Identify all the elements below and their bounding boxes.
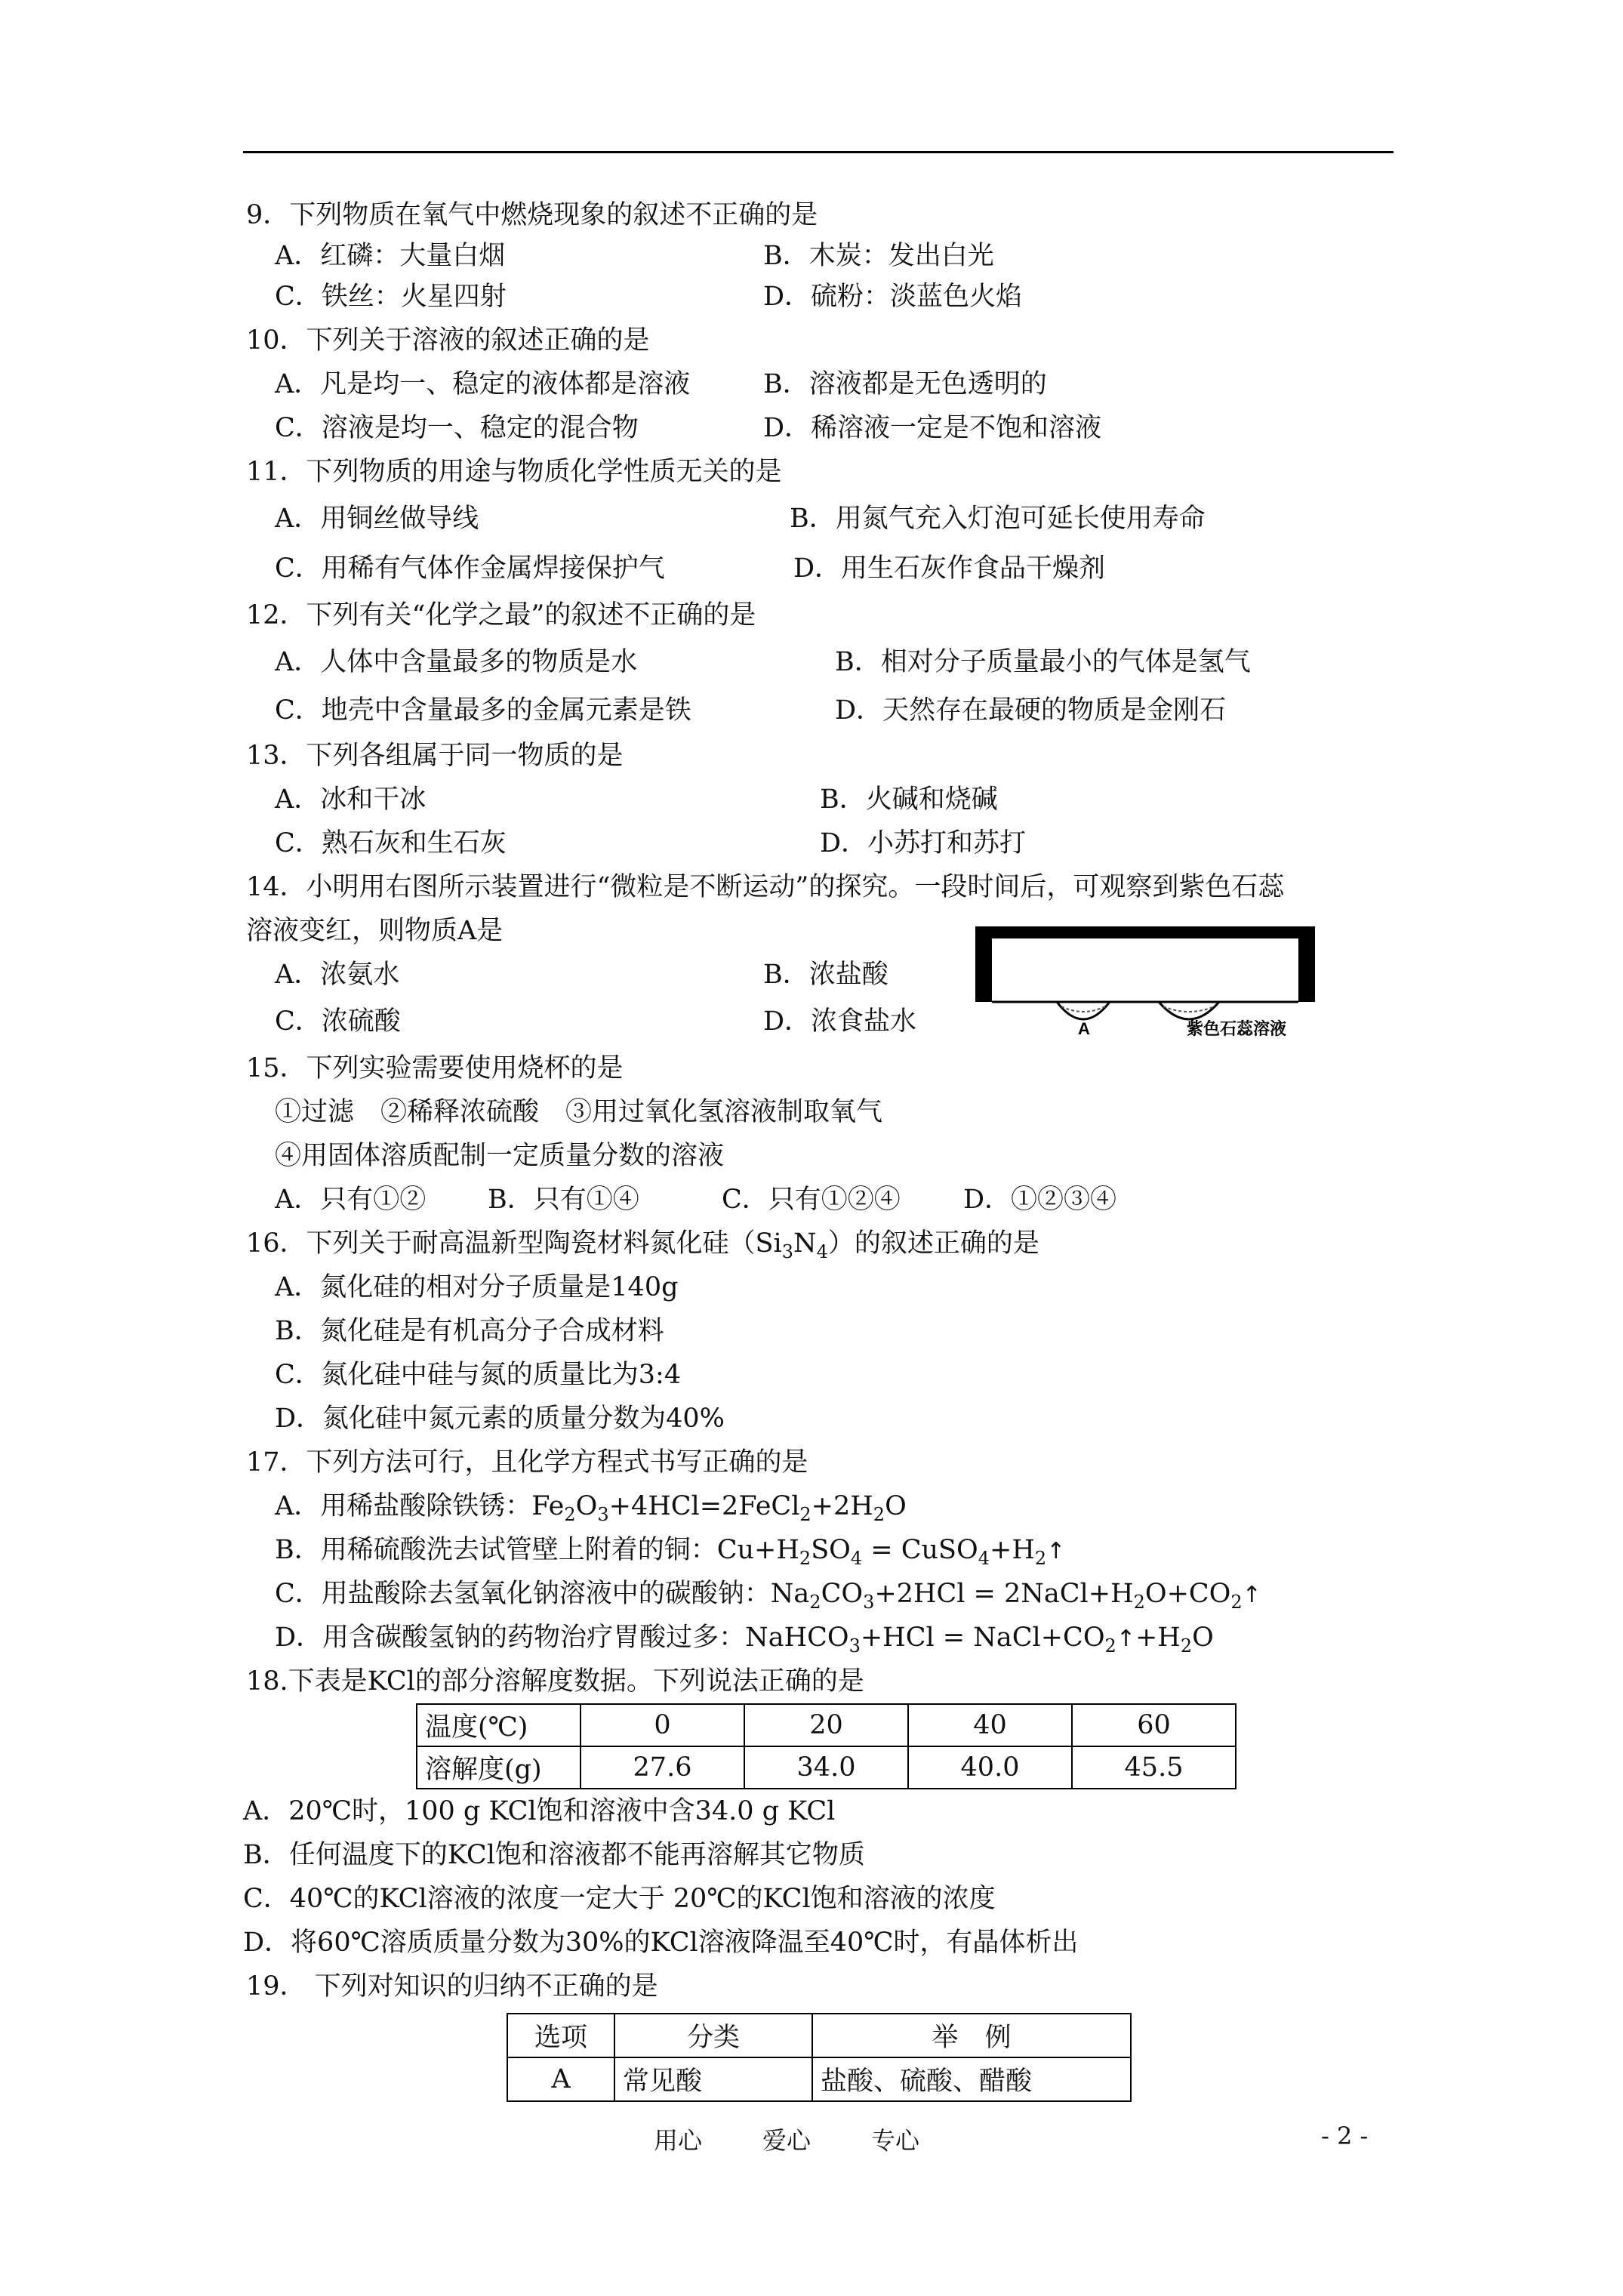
apparatus-figure xyxy=(974,925,1329,1038)
q9-option-c: C．铁丝：火星四射 xyxy=(275,282,507,312)
question-12-stem: 12．下列有关“化学之最”的叙述不正确的是 xyxy=(246,600,756,630)
q12-option-d: D．天然存在最硬的物质是金刚石 xyxy=(835,695,1227,726)
table-cell: 60 xyxy=(1072,1704,1236,1746)
q13-option-c: C．熟石灰和生石灰 xyxy=(275,828,507,858)
table-row xyxy=(507,2014,1131,2057)
q16-option-d: D．氮化硅中氮元素的质量分数为40% xyxy=(275,1404,725,1434)
q17-option-c: C．用盐酸除去氢氧化钠溶液中的碳酸钠：$Na_2CO_3+2HCl$ = $2NaCl+H_2O+CO_2↑$ xyxy=(275,1579,1261,1613)
q11-option-c: C．用稀有气体作金属焊接保护气 xyxy=(275,553,665,584)
table-cell: 溶解度(g) xyxy=(417,1746,581,1789)
q14-option-d: D．浓食盐水 xyxy=(763,1006,917,1037)
question-19-stem: 19． 下列对知识的归纳不正确的是 xyxy=(246,1971,658,2002)
q10-option-d: D．稀溶液一定是不饱和溶液 xyxy=(763,413,1102,443)
q10-option-b: B．溶液都是无色透明的 xyxy=(763,369,1047,399)
footer-motto-3: 专心 xyxy=(871,2126,920,2155)
table-row xyxy=(417,1746,1236,1789)
table-cell: 常见酸 xyxy=(614,2057,812,2101)
knowledge-table xyxy=(507,2013,1132,2102)
q12-option-b: B．相对分子质量最小的气体是氢气 xyxy=(835,647,1251,677)
q12-option-a: A．人体中含量最多的物质是水 xyxy=(275,647,638,677)
header-rule xyxy=(243,151,1394,153)
question-15-stem: 15．下列实验需要使用烧杯的是 xyxy=(246,1053,624,1083)
table-header: 举 例 xyxy=(812,2014,1131,2057)
q13-option-d: D．小苏打和苏打 xyxy=(820,828,1027,858)
solubility-table xyxy=(416,1703,1236,1789)
q11-option-b: B．用氮气充入灯泡可延长使用寿命 xyxy=(790,504,1206,534)
q18-option-c: C．40℃的KCl溶液的浓度一定大于 20℃的KCl饱和溶液的浓度 xyxy=(243,1884,996,1914)
question-13-stem: 13．下列各组属于同一物质的是 xyxy=(246,741,624,771)
q18-option-b: B．任何温度下的KCl饱和溶液都不能再溶解其它物质 xyxy=(243,1840,865,1870)
q12-option-c: C．地壳中含量最多的金属元素是铁 xyxy=(275,695,691,726)
q16-option-a: A．氮化硅的相对分子质量是140g xyxy=(275,1272,679,1302)
q16-option-b: B．氮化硅是有机高分子合成材料 xyxy=(275,1316,664,1346)
question-content xyxy=(243,193,1394,2102)
question-16-stem: 16．下列关于耐高温新型陶瓷材料氮化硅$(Si_3N_4)$的叙述正确的是 xyxy=(246,1228,1039,1262)
question-9-stem: 9．下列物质在氧气中燃烧现象的叙述不正确的是 xyxy=(246,200,818,230)
question-18-stem: 18.下表是KCl的部分溶解度数据。下列说法正确的是 xyxy=(246,1666,864,1697)
q13-option-b: B．火碱和烧碱 xyxy=(820,784,998,815)
q15-option-c: C．只有①②④ xyxy=(722,1185,901,1215)
question-10-stem: 10．下列关于溶液的叙述正确的是 xyxy=(246,325,650,356)
table-cell: 20 xyxy=(744,1704,908,1746)
table-header: 选项 xyxy=(507,2014,614,2057)
q17-option-b: B．用稀硫酸洗去试管壁上附着的铜：$Cu+H_2SO_4$ = $CuSO_4+H_2↑$ xyxy=(275,1535,1066,1569)
table-cell: 温度(℃) xyxy=(417,1704,581,1746)
question-14-stem-line2: 溶液变红，则物质A是 xyxy=(246,916,504,946)
q9-option-a: A．红磷：大量白烟 xyxy=(275,241,506,271)
q14-option-a: A．浓氨水 xyxy=(275,960,400,990)
table-cell: 34.0 xyxy=(744,1746,908,1789)
table-cell: 40.0 xyxy=(908,1746,1072,1789)
q14-option-b: B．浓盐酸 xyxy=(763,960,888,990)
q10-option-c: C．溶液是均一、稳定的混合物 xyxy=(275,413,639,443)
q9-option-b: B．木炭：发出白光 xyxy=(763,241,994,271)
table-cell: 27.6 xyxy=(581,1746,744,1789)
q14-option-c: C．浓硫酸 xyxy=(275,1006,401,1037)
question-11-stem: 11．下列物质的用途与物质化学性质无关的是 xyxy=(246,457,782,487)
footer-motto-2: 爱心 xyxy=(762,2126,812,2155)
q15-option-b: B．只有①④ xyxy=(488,1185,639,1215)
q11-option-a: A．用铜丝做导线 xyxy=(275,504,479,534)
table-header: 分类 xyxy=(614,2014,812,2057)
figure-label-litmus: 紫色石蕊溶液 xyxy=(1187,1020,1287,1038)
table-cell: A xyxy=(507,2057,614,2101)
q10-option-a: A．凡是均一、稳定的液体都是溶液 xyxy=(275,369,691,399)
footer-motto xyxy=(654,2122,956,2156)
q15-option-a: A．只有①② xyxy=(275,1185,427,1215)
table-cell: 0 xyxy=(581,1704,744,1746)
figure-label-a: A xyxy=(1078,1019,1090,1038)
q16-option-c: C．氮化硅中硅与氮的质量比为3:4 xyxy=(275,1360,682,1390)
table-cell: 40 xyxy=(908,1704,1072,1746)
q15-items-line1: ①过滤 ②稀释浓硫酸 ③用过氧化氢溶液制取氧气 xyxy=(275,1097,883,1127)
question-14-stem-line1: 14．小明用右图所示装置进行“微粒是不断运动”的探究。一段时间后，可观察到紫色石蕊 xyxy=(246,872,1285,902)
table-row xyxy=(507,2057,1131,2101)
table-cell: 盐酸、硫酸、醋酸 xyxy=(812,2057,1131,2101)
q15-items-line2: ④用固体溶质配制一定质量分数的溶液 xyxy=(275,1141,725,1171)
q17-option-a: A．用稀盐酸除铁锈：$Fe_2O_3+4HCl=2FeCl_2+2H_2O$ xyxy=(275,1491,907,1525)
q13-option-a: A．冰和干冰 xyxy=(275,784,427,815)
beaker-cover-diagram xyxy=(974,925,1329,1038)
question-17-stem: 17．下列方法可行，且化学方程式书写正确的是 xyxy=(246,1447,808,1478)
q15-option-d: D．①②③④ xyxy=(963,1185,1117,1215)
page-number: - 2 - xyxy=(1321,2122,1369,2150)
table-cell: 45.5 xyxy=(1072,1746,1236,1789)
q11-option-d: D．用生石灰作食品干燥剂 xyxy=(793,553,1106,584)
q9-option-d: D．硫粉：淡蓝色火焰 xyxy=(763,282,1023,312)
q17-option-d: D．用含碳酸氢钠的药物治疗胃酸过多：NaHCO$_3$+HCl = $NaCl+CO_2↑+H_2O$ xyxy=(275,1623,1214,1657)
q18-option-d: D．将60℃溶质质量分数为30%的KCl溶液降温至40℃时，有晶体析出 xyxy=(243,1928,1079,1958)
table-row xyxy=(417,1704,1236,1746)
footer-motto-1: 用心 xyxy=(654,2126,703,2155)
q18-option-a: A．20℃时，100 g KCl饱和溶液中含34.0 g KCl xyxy=(243,1796,836,1826)
